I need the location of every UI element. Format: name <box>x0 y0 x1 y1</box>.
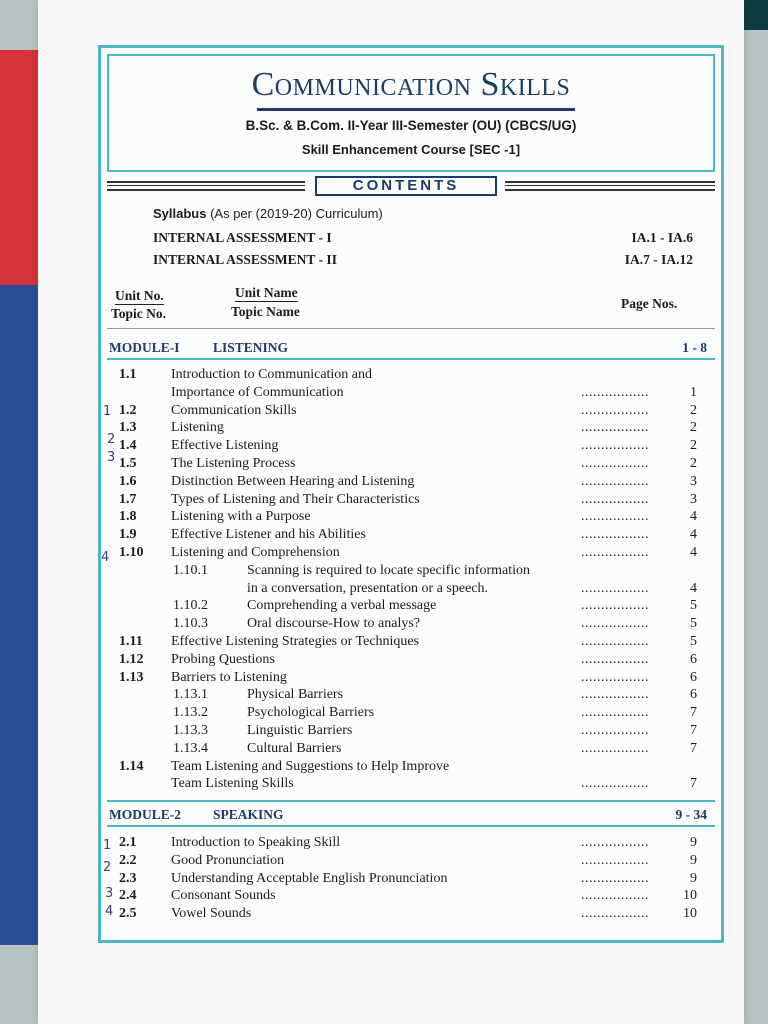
topic-number: 2.3 <box>119 870 137 886</box>
topic-name: Understanding Acceptable English Pronunciation <box>171 870 448 886</box>
corner-ornament-icon <box>107 158 121 172</box>
page-number: 2 <box>690 456 697 471</box>
topic-name: Listening and Comprehension <box>171 545 340 560</box>
topic-number: 1.6 <box>119 473 137 489</box>
leader-dots: ................. <box>581 835 649 850</box>
topic-name: Introduction to Communication and <box>171 367 373 382</box>
title-underline <box>257 108 575 111</box>
page-number: 10 <box>683 906 697 922</box>
leader-dots: ................. <box>581 509 649 525</box>
toc-entry[interactable] <box>101 722 721 740</box>
topic-number: 1.10.1 <box>173 562 208 578</box>
syllabus-label: Syllabus <box>153 206 207 221</box>
topic-number: 1.4 <box>119 438 137 454</box>
page-number: 10 <box>683 888 697 904</box>
page-number: 5 <box>690 616 697 632</box>
banner-rule-right <box>505 181 715 191</box>
toc-entry[interactable] <box>101 491 721 509</box>
page-number: 2 <box>690 402 697 418</box>
toc-entry[interactable] <box>101 905 721 923</box>
topic-number: 2.5 <box>119 906 137 922</box>
page-number: 4 <box>690 527 697 543</box>
corner-ornament-icon <box>701 158 715 172</box>
module-name: MODULE-2 <box>109 807 181 822</box>
topic-number: 1.13.3 <box>173 723 208 738</box>
handwritten-mark: 4 <box>101 550 110 565</box>
topic-number: 1.7 <box>119 491 137 507</box>
toc-entry[interactable] <box>101 508 721 526</box>
leader-dots: ................. <box>581 545 649 560</box>
page-number: 2 <box>690 438 697 454</box>
toc-entry[interactable] <box>101 852 721 870</box>
toc-entry[interactable] <box>101 704 721 722</box>
toc-entry[interactable] <box>101 834 721 852</box>
page-number: 6 <box>690 669 697 685</box>
toc-entry[interactable] <box>101 633 721 651</box>
leader-dots: ................. <box>581 616 649 632</box>
topic-name: Types of Listening and Their Characteristics <box>171 491 420 507</box>
leader-dots: ................. <box>581 669 649 685</box>
assessment-label: INTERNAL ASSESSMENT - II <box>153 252 337 267</box>
leader-dots: ................. <box>581 906 649 922</box>
assessment-range: IA.7 - IA.12 <box>624 252 693 267</box>
page-number: 9 <box>690 852 697 868</box>
leader-dots: ................. <box>581 473 649 489</box>
toc-entry[interactable] <box>101 887 721 905</box>
leader-dots: ................. <box>581 705 649 721</box>
leader-dots: ................. <box>581 651 649 667</box>
assessment-range: IA.1 - IA.6 <box>631 230 693 245</box>
page-nos-header: Page Nos. <box>621 296 678 311</box>
toc-entry[interactable] <box>101 870 721 888</box>
syllabus-text: (As per (2019-20) Curriculum) <box>210 206 383 221</box>
leader-dots: ................. <box>581 888 649 904</box>
contents-heading: CONTENTS <box>315 176 497 196</box>
banner-rule-left <box>107 181 305 191</box>
topic-no-header: Topic No. <box>111 306 167 321</box>
course-name: Skill Enhancement Course [SEC -1] <box>301 142 521 157</box>
page-number: 7 <box>690 776 697 792</box>
module-heading[interactable] <box>107 338 715 360</box>
assessment-row[interactable] <box>153 252 693 268</box>
handwritten-mark: 2 <box>107 432 116 447</box>
handwritten-mark: 1 <box>103 404 112 419</box>
module-name: MODULE-I <box>109 340 180 355</box>
topic-name: Team Listening Skills <box>171 776 294 792</box>
page-number: 9 <box>690 870 697 886</box>
leader-dots: ................. <box>581 438 649 454</box>
topic-name: Consonant Sounds <box>171 888 276 904</box>
topic-name: Team Listening and Suggestions to Help Improve <box>171 758 450 774</box>
leader-dots: ................. <box>581 870 649 886</box>
toc-entry[interactable] <box>101 615 721 633</box>
module-pages: 9 - 34 <box>675 807 707 822</box>
toc-entry[interactable] <box>101 455 721 473</box>
page-number: 5 <box>690 634 697 649</box>
page-number: 6 <box>690 651 697 667</box>
topic-name: Effective Listening <box>171 438 279 454</box>
topic-number: 1.9 <box>119 527 137 543</box>
topic-name-header: Topic Name <box>231 304 300 319</box>
toc-entry[interactable] <box>101 686 721 704</box>
leader-dots: ................. <box>581 723 649 738</box>
topic-number: 2.2 <box>119 852 137 868</box>
page-number: 4 <box>690 545 697 560</box>
module-pages: 1 - 8 <box>682 340 707 355</box>
topic-name: Probing Questions <box>171 651 275 667</box>
topic-number: 1.14 <box>119 758 144 774</box>
topic-name: Linguistic Barriers <box>247 723 353 738</box>
leader-dots: ................. <box>581 852 649 868</box>
leader-dots: ................. <box>581 456 649 471</box>
module-divider <box>107 800 715 802</box>
leader-dots: ................. <box>581 740 649 756</box>
topic-name: in a conversation, presentation or a speech. <box>247 580 489 596</box>
leader-dots: ................. <box>581 491 649 507</box>
topic-number: 1.2 <box>119 402 137 418</box>
topic-name: Introduction to Speaking Skill <box>171 835 341 850</box>
topic-name: Oral discourse-How to analys? <box>247 616 421 632</box>
page-number: 6 <box>690 687 697 703</box>
leader-dots: ................. <box>581 776 649 792</box>
topic-name: Good Pronunciation <box>171 852 285 868</box>
topic-number: 1.1 <box>119 367 137 382</box>
handwritten-mark: 3 <box>105 886 114 901</box>
topic-number: 1.8 <box>119 509 137 525</box>
module-title: LISTENING <box>213 340 289 355</box>
toc-entry[interactable] <box>101 651 721 669</box>
leader-dots: ................. <box>581 402 649 418</box>
topic-number: 1.12 <box>119 651 144 667</box>
assessment-row[interactable] <box>153 230 693 246</box>
topic-name: Communication Skills <box>171 402 297 418</box>
toc-entry[interactable] <box>101 597 721 615</box>
page-number: 3 <box>690 473 697 489</box>
topic-number: 1.11 <box>119 634 143 649</box>
page-number: 4 <box>690 580 697 596</box>
leader-dots: ................. <box>581 580 649 596</box>
handwritten-mark: 4 <box>105 904 114 919</box>
topic-number: 1.13.4 <box>173 740 208 756</box>
topic-number: 1.10 <box>119 545 144 560</box>
toc-entry[interactable] <box>101 544 721 562</box>
leader-dots: ................. <box>581 527 649 543</box>
topic-number: 1.13.1 <box>173 687 208 703</box>
syllabus-line <box>153 206 383 221</box>
page-number: 3 <box>690 491 697 507</box>
topic-number: 2.1 <box>119 835 137 850</box>
topic-name: Vowel Sounds <box>171 906 252 922</box>
header-divider <box>107 328 715 329</box>
toc-entry[interactable] <box>101 669 721 687</box>
page-number: 7 <box>690 705 697 721</box>
topic-name: Distinction Between Hearing and Listening <box>171 473 415 489</box>
book-title: Communication Skills <box>251 66 571 103</box>
topic-number: 1.13.2 <box>173 705 208 721</box>
topic-number: 1.13 <box>119 669 144 685</box>
page-number: 9 <box>690 835 697 850</box>
topic-name: Importance of Communication <box>171 384 344 400</box>
module-title: SPEAKING <box>213 807 284 822</box>
page-number: 5 <box>690 598 697 614</box>
contents-banner <box>107 176 715 196</box>
toc-entry[interactable] <box>101 366 721 402</box>
topic-number: 1.5 <box>119 456 137 471</box>
leader-dots: ................. <box>581 687 649 703</box>
module-heading[interactable] <box>107 805 715 827</box>
topic-name: Psychological Barriers <box>247 705 375 721</box>
page-number: 4 <box>690 509 697 525</box>
leader-dots: ................. <box>581 634 649 649</box>
topic-name: The Listening Process <box>171 456 296 471</box>
handwritten-mark: 1 <box>103 838 112 853</box>
topic-name: Listening with a Purpose <box>171 509 311 525</box>
topic-name: Listening <box>171 420 224 436</box>
topic-name: Effective Listening Strategies or Techniques <box>171 634 420 649</box>
unit-name-header: Unit Name <box>235 285 298 300</box>
topic-name: Comprehending a verbal message <box>247 598 437 614</box>
toc-entry[interactable] <box>101 437 721 455</box>
page-number: 7 <box>690 740 697 756</box>
title-box <box>107 54 715 172</box>
contents-frame <box>98 45 724 943</box>
toc-entry[interactable] <box>101 740 721 758</box>
book-subtitle: B.Sc. & B.Com. II-Year III-Semester (OU) (CBCS/UG) <box>245 118 577 133</box>
topic-number: 1.3 <box>119 420 137 436</box>
leader-dots: ................. <box>581 384 649 400</box>
toc-entry[interactable] <box>101 526 721 544</box>
topic-name: Cultural Barriers <box>247 740 342 756</box>
topic-number: 1.10.3 <box>173 616 208 632</box>
page-number: 7 <box>690 723 697 738</box>
topic-number: 2.4 <box>119 888 137 904</box>
leader-dots: ................. <box>581 598 649 614</box>
toc-entry[interactable] <box>101 419 721 437</box>
page-number: 1 <box>690 384 697 400</box>
toc-entry[interactable] <box>101 562 721 598</box>
toc-entry[interactable] <box>101 402 721 420</box>
leader-dots: ................. <box>581 420 649 436</box>
topic-name: Physical Barriers <box>247 687 344 703</box>
toc-entry[interactable] <box>101 473 721 491</box>
topic-name: Scanning is required to locate specific information <box>247 562 531 578</box>
page-number: 2 <box>690 420 697 436</box>
assessment-label: INTERNAL ASSESSMENT - I <box>153 230 332 245</box>
toc-entry[interactable] <box>101 758 721 794</box>
handwritten-mark: 3 <box>107 450 116 465</box>
handwritten-mark: 2 <box>103 860 112 875</box>
unit-no-header: Unit No. <box>115 288 164 303</box>
topic-name: Barriers to Listening <box>171 669 287 685</box>
topic-name: Effective Listener and his Abilities <box>171 527 366 543</box>
topic-number: 1.10.2 <box>173 598 208 614</box>
